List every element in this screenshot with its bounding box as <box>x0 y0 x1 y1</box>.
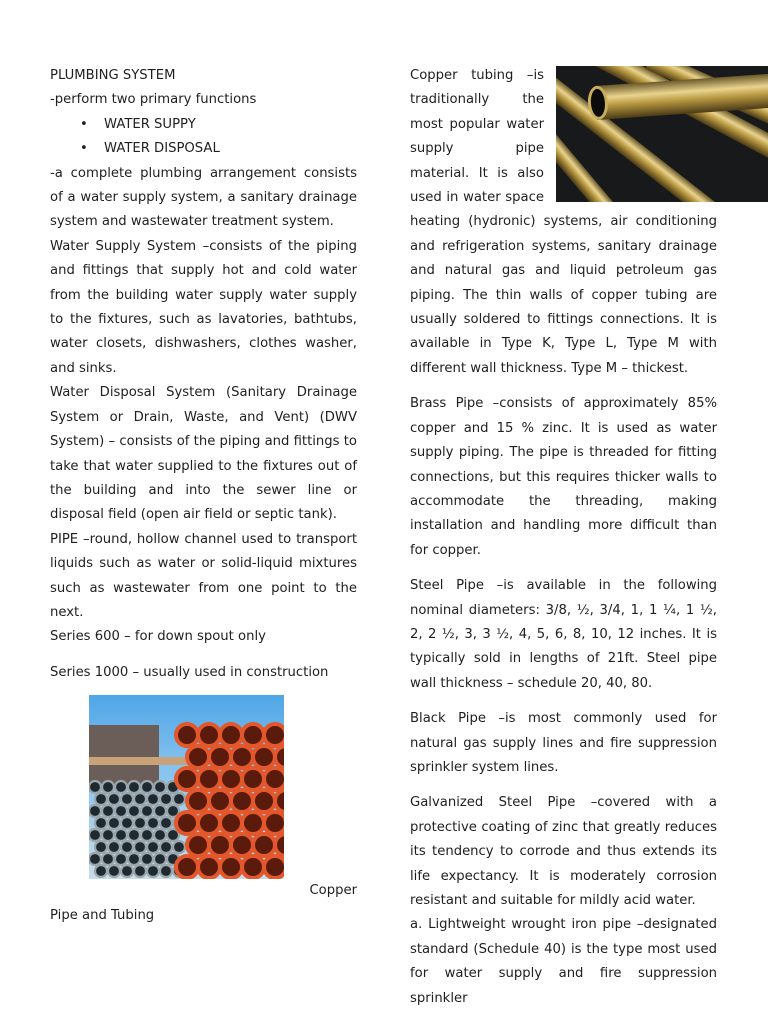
pipe-end <box>89 829 101 841</box>
pipe-end <box>154 853 166 865</box>
pipe-end <box>209 834 231 856</box>
pipe-end <box>141 781 153 793</box>
section-title: PLUMBING SYSTEM <box>50 68 176 83</box>
pipe-end <box>198 812 220 834</box>
pipe-end <box>242 856 264 878</box>
pipe-end <box>198 724 220 746</box>
pipe-end <box>275 790 284 812</box>
pipe-end <box>231 790 253 812</box>
pipe-end <box>198 768 220 790</box>
pipe-end <box>134 793 146 805</box>
pipe-end <box>264 768 284 790</box>
pipe-end <box>275 746 284 768</box>
pipe-end <box>173 793 185 805</box>
copper-tubing-photo <box>556 66 768 202</box>
paragraph-copper-tubing: Copper tubing –is traditionally the most popular water supply pipe material. It is also used in water space heating (hydronic) systems, air conditioning and refrigeration systems, sanitary drainage and natural gas and liquid petroleum gas piping. The thin walls of copper tubing are usually soldered to fittings connections. It is available in Type K, Type L, Type M with different wall thickness. Type M – thickest. <box>410 68 717 376</box>
pipe-end <box>209 746 231 768</box>
pipe-end <box>108 865 120 877</box>
paragraph-steel-pipe: Steel Pipe –is available in the following nominal diameters: 3/8, ½, 3/4, 1, 1 ¼, 1 ½, 2, 2 ½, 3, 3 ½, 4, 5, 6, 8, 10, 12 inches. It is typically sold in lengths of 21ft. Steel pipe wall thickness – schedule 20, 40, 80. <box>410 578 717 691</box>
pipe-end <box>187 834 209 856</box>
pipe-end <box>231 746 253 768</box>
pipe-end <box>147 841 159 853</box>
pipe-end <box>176 768 198 790</box>
pipe-end <box>141 853 153 865</box>
paragraph-series-600: Series 600 – for down spout only <box>50 629 266 645</box>
pipe-end <box>176 856 198 878</box>
pipe-end <box>89 781 101 793</box>
pipe-end <box>147 817 159 829</box>
pipe-end <box>115 853 127 865</box>
pipe-end <box>220 724 242 746</box>
pipe-end <box>121 865 133 877</box>
pipe-end <box>108 817 120 829</box>
paragraph-black-pipe: Black Pipe –is most commonly used for natural gas supply lines and fire suppression sprinkler system lines. <box>410 711 717 775</box>
paragraph-pipe: PIPE –round, hollow channel used to transport liquids such as water or solid-liquid mixtures such as wastewater from one point to the next. <box>50 531 357 620</box>
list-item: • WATER DISPOSAL <box>104 137 357 161</box>
figure-caption-part1: Copper <box>309 883 357 899</box>
pipe-end <box>220 768 242 790</box>
pipe-end <box>209 790 231 812</box>
pipe-end <box>128 853 140 865</box>
pipe-end <box>264 856 284 878</box>
paragraph-brass-pipe: Brass Pipe –consists of approximately 85% copper and 15 % zinc. It is used as water supply piping. The pipe is threaded for fitting connections, but this requires thicker walls to accommodate the threading, making installation and handling more difficult than for copper. <box>410 396 717 558</box>
pipe-end <box>102 829 114 841</box>
pipe-end <box>134 817 146 829</box>
paragraph-wrought-iron: a. Lightweight wrought iron pipe –designated standard (Schedule 40) is the type most used for water supply and fire suppression sprinkler <box>410 917 717 1006</box>
functions-list <box>50 113 357 162</box>
pipe-end <box>115 805 127 817</box>
pipe-end <box>231 834 253 856</box>
figure-caption-part2: Pipe and Tubing <box>50 907 155 923</box>
pipe-end <box>220 812 242 834</box>
pipe-end <box>253 746 275 768</box>
pipe-end <box>108 841 120 853</box>
pipe-end <box>187 790 209 812</box>
pipe-end <box>160 817 172 829</box>
pipe-end <box>154 829 166 841</box>
functions-intro: -perform two primary functions <box>50 92 257 108</box>
pipe-end <box>134 841 146 853</box>
pipe-end <box>115 781 127 793</box>
pipe-end <box>242 724 264 746</box>
pipe-end <box>220 856 242 878</box>
pipe-end <box>95 865 107 877</box>
pipe-end <box>242 768 264 790</box>
pipe-end <box>134 865 146 877</box>
pipe-end <box>108 793 120 805</box>
paragraph-water-disposal: Water Disposal System (Sanitary Drainage System or Drain, Waste, and Vent) (DWV System) – consists of the piping and fittings to take that water supplied to the fixtures out of the building and into the sewer line or disposal field (open air field or septic tank). <box>50 385 357 523</box>
pipe-end <box>242 812 264 834</box>
pipe-end <box>102 781 114 793</box>
left-column <box>50 64 357 928</box>
paragraph-galvanized-pipe: Galvanized Steel Pipe –covered with a protective coating of zinc that greatly reduces its tendency to corrode and thus extends its life expectancy. It is moderately corrosion resistant and suitable for mildly acid water. <box>410 795 717 908</box>
pipe-end <box>95 817 107 829</box>
pipe-end <box>121 817 133 829</box>
right-column <box>410 64 717 1011</box>
pipe-stack-photo <box>89 695 284 879</box>
pipe-end <box>128 829 140 841</box>
pipe-end <box>253 834 275 856</box>
pipe-end <box>121 793 133 805</box>
pipe-end <box>160 793 172 805</box>
pipe-stack-illustration <box>89 695 284 879</box>
paragraph-plumbing-arrangement: -a complete plumbing arrangement consists of a water supply system, a sanitary drainage system and wastewater treatment system. <box>50 165 357 230</box>
pipe-end <box>154 805 166 817</box>
paragraph-series-1000: Series 1000 – usually used in construction <box>50 664 329 680</box>
copper-tubing-illustration <box>556 66 768 202</box>
pipe-end <box>128 781 140 793</box>
pipe-end <box>173 841 185 853</box>
pipe-end <box>121 841 133 853</box>
pipe-end <box>95 841 107 853</box>
pipe-end <box>253 790 275 812</box>
pipe-end <box>154 781 166 793</box>
pipe-end <box>89 805 101 817</box>
pipe-end <box>102 805 114 817</box>
pipe-end <box>147 865 159 877</box>
pipe-end <box>198 856 220 878</box>
pipe-end <box>264 724 284 746</box>
pipe-end <box>176 724 198 746</box>
pipe-end <box>160 865 172 877</box>
pipe-end <box>95 793 107 805</box>
pipe-end <box>102 853 114 865</box>
pipe-end <box>141 805 153 817</box>
pipe-end <box>264 812 284 834</box>
paragraph-water-supply: Water Supply System –consists of the piping and fittings that supply hot and cold water from the building water supply water supply to the fixtures, such as lavatories, bathtubs, water closets, dishwashers, clothes washer, and sinks. <box>50 238 357 376</box>
pipe-end <box>275 834 284 856</box>
pipe-end <box>128 805 140 817</box>
pipe-end <box>160 841 172 853</box>
pipe-end <box>141 829 153 841</box>
pipe-end <box>115 829 127 841</box>
pipe-end <box>187 746 209 768</box>
pipe-end <box>147 793 159 805</box>
pipe-end <box>89 853 101 865</box>
pipe-end <box>176 812 198 834</box>
list-item: • WATER SUPPY <box>104 113 357 137</box>
